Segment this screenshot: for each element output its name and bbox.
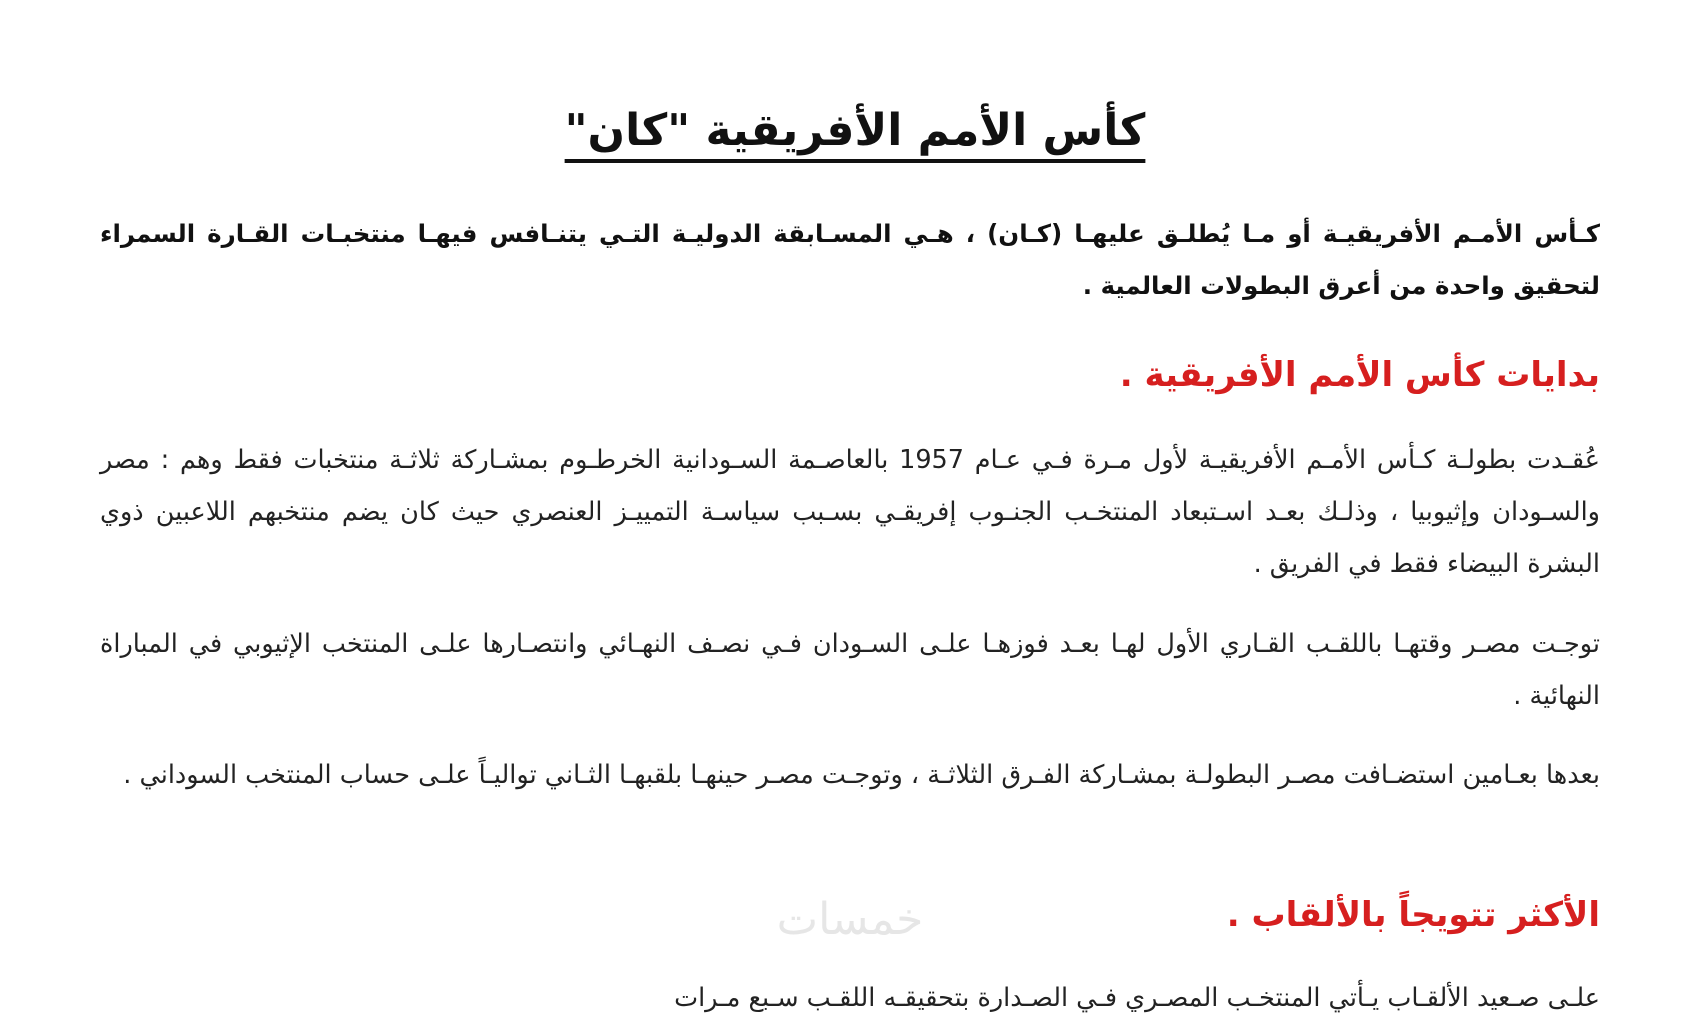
- khamsat-watermark: خمسات: [776, 894, 924, 945]
- section-heading-most-titles: الأكثر تتويجاً بالألقاب .: [1226, 895, 1600, 936]
- paragraph-egypt-second-title: بعدها بعـامين استضـافت مصـر البطولـة بمشـاركة الفـرق الثلاثـة ، وتوجـت مصـر حينهـا بلقبهـا الثـاني تواليـاً علـى حساب المنتخب السوداني .: [123, 759, 1600, 790]
- paragraph-first-tournament: عُقـدت بطولـة كـأس الأمـم الأفريقيـة لأول مـرة فـي عـام 1957 بالعاصـمة السـودانية الخرطـوم بمشـاركة ثلاثـة منتخبات فقط وهم : مصر والسـودان وإثيوبيا ، وذلـك بعـد اسـتبعاد المنتخـب الجنـوب إفريقـي بسـبب سياسـة التمييـز العنصري حيث كان يضم منتخبهم اللاعبين ذوي البشرة البيضاء فقط في الفريق .: [100, 444, 1601, 579]
- section-heading-beginnings: بدايات كأس الأمم الأفريقية .: [1119, 355, 1600, 396]
- paragraph-egypt-first-title: توجـت مصـر وقتهـا باللقـب القـاري الأول لهـا بعـد فوزهـا علـى السـودان فـي نصـف النهـائي وانتصـارها علـى المنتخب الإثيوبي في المباراة النهائية .: [100, 628, 1600, 711]
- paragraph-most-titles: علـى صـعيد الألقـاب يـأتي المنتخـب المصـري فـي الصـدارة بتحقيقـه اللقـب سـبع مـرات: [674, 982, 1600, 1013]
- document-title: كأس الأمم الأفريقية "كان": [564, 105, 1146, 157]
- intro-paragraph: كـأس الأمـم الأفريقيـة أو مـا يُطلـق عليهـا (كـان) ، هـي المسـابقة الدوليـة التـي يتنـافس فيهـا منتخبـات القـارة السمراء لتحقيق واحدة من أعرق البطولات العالمية .: [100, 218, 1600, 300]
